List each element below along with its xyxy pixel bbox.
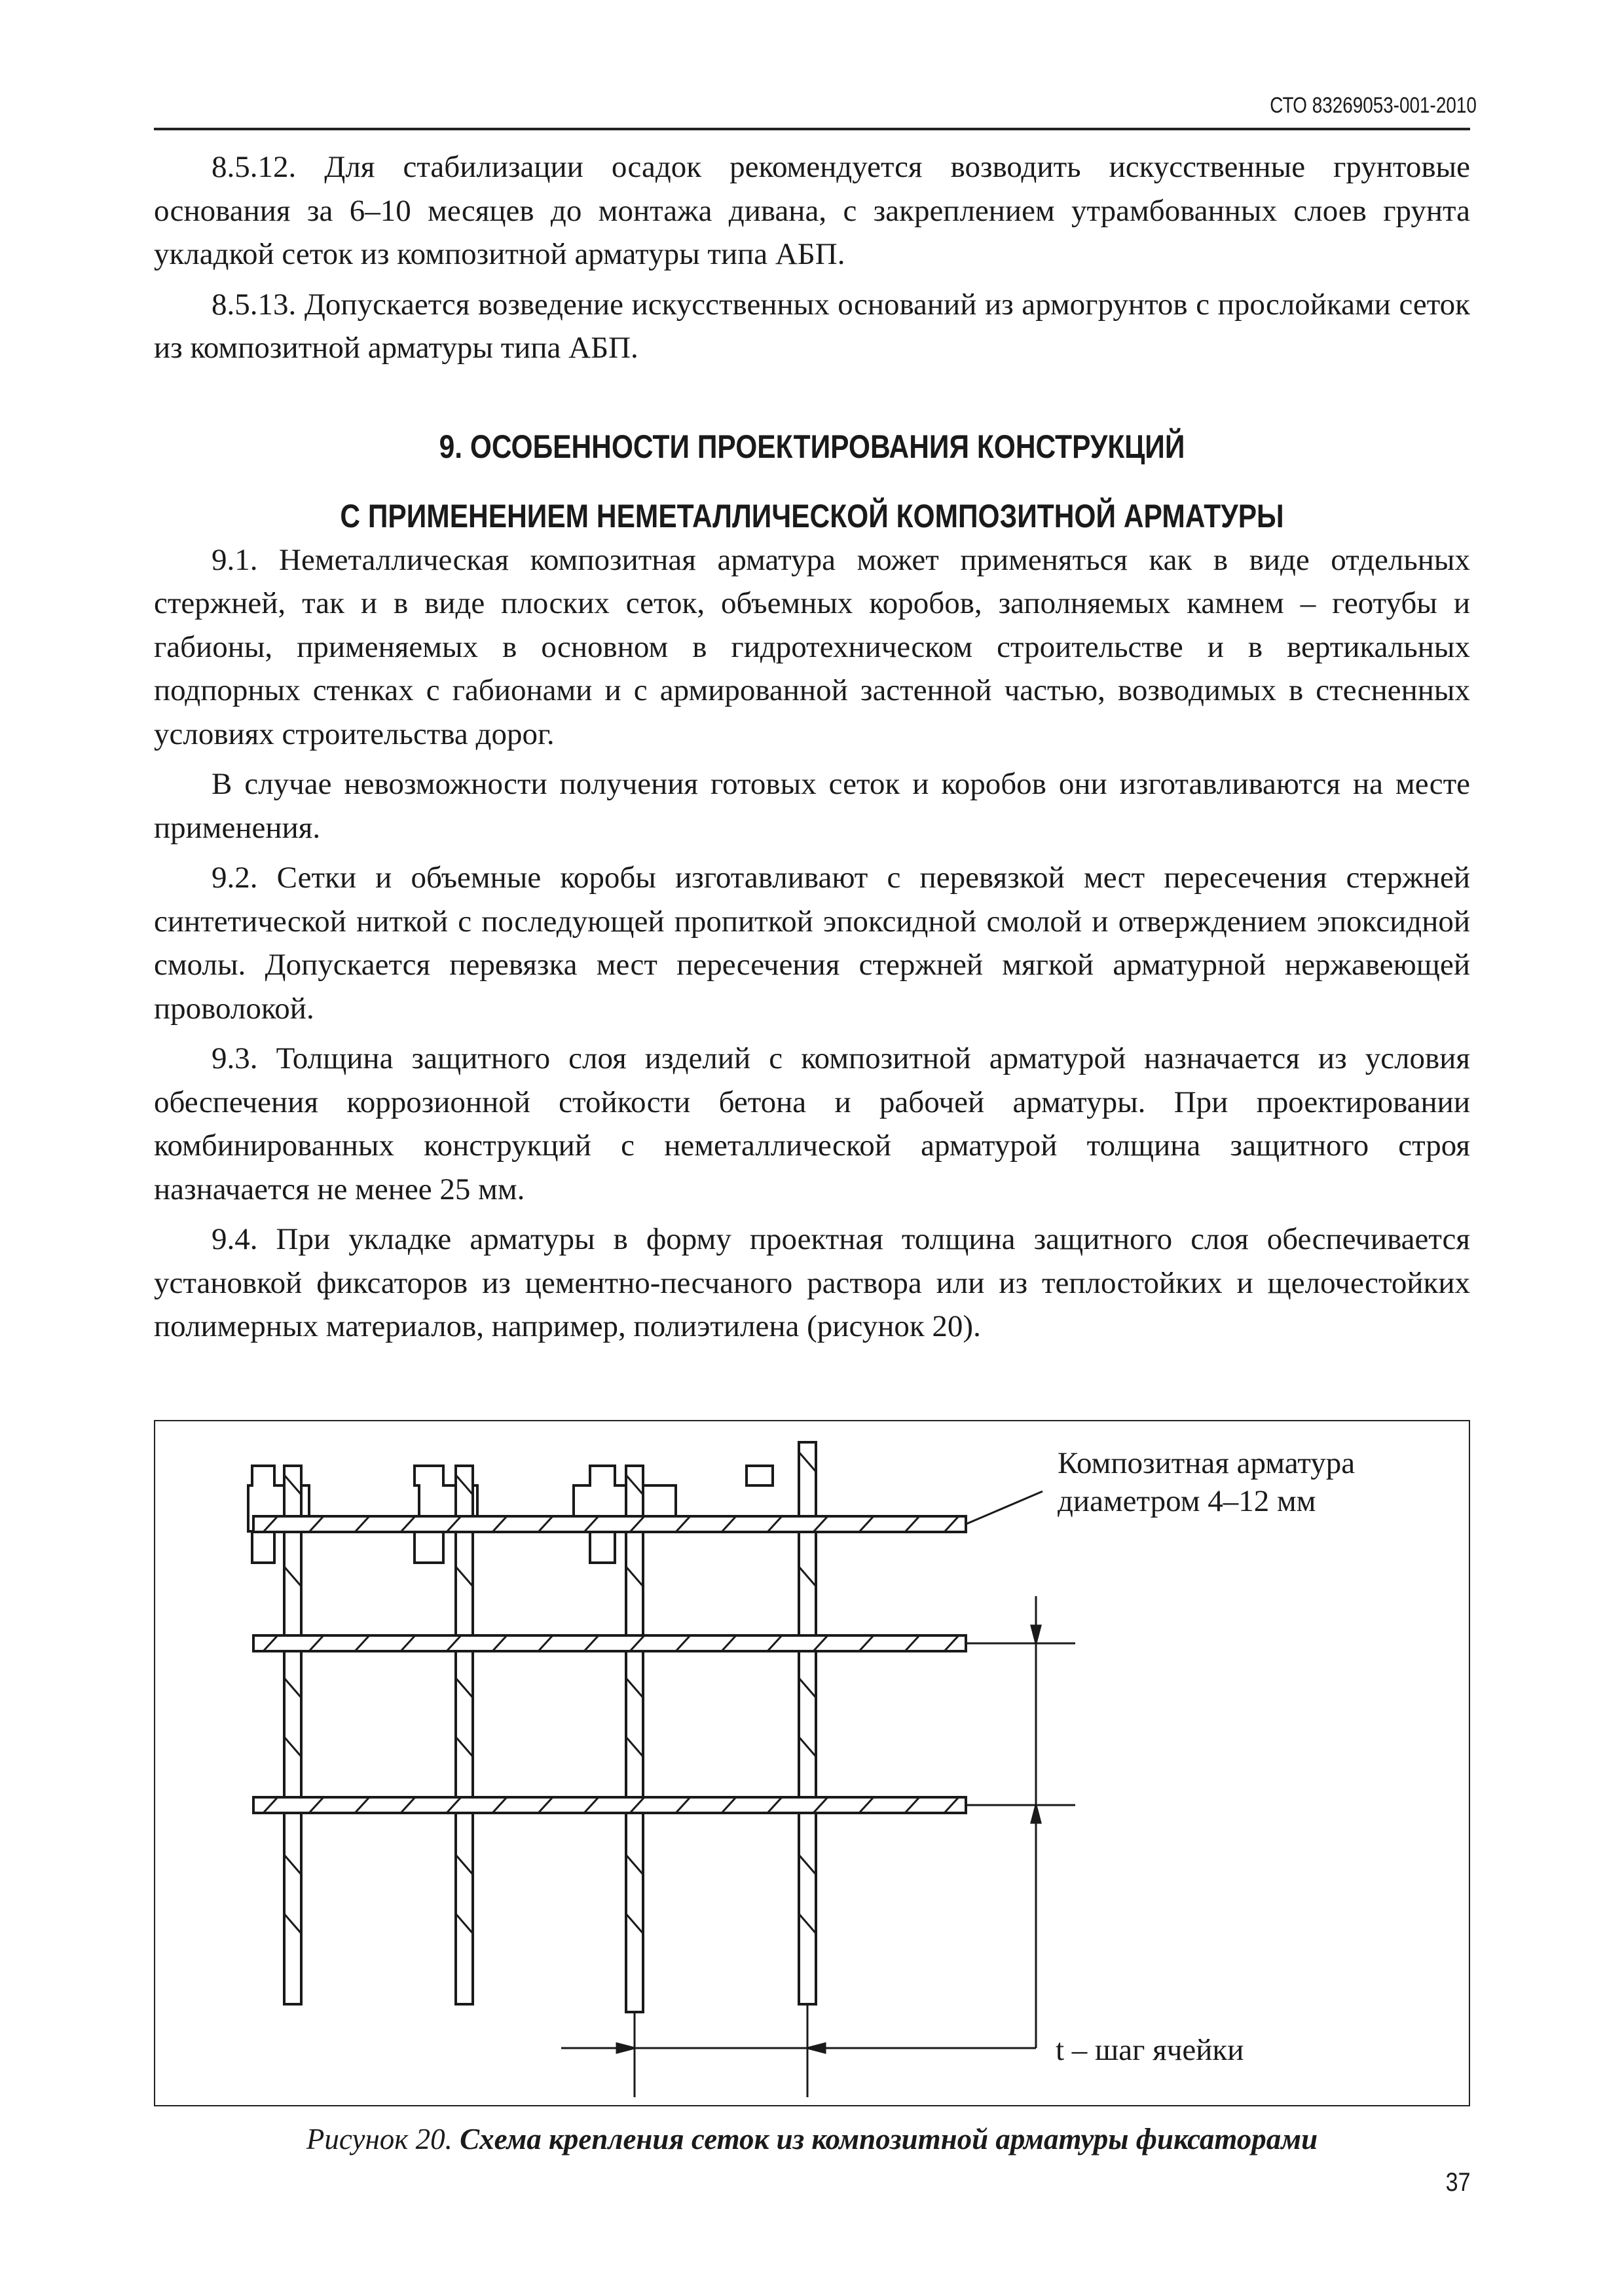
paragraph-9-1-continued: В случае невозможности получения готовых сеток и коробов они изготавливаются на месте применения. (154, 767, 1470, 845)
caption-prefix: Рисунок 20. (306, 2123, 452, 2155)
section-title-line-2: С ПРИМЕНЕНИЕМ НЕМЕТАЛЛИЧЕСКОЙ КОМПОЗИТНОЙ АРМАТУРЫ (340, 498, 1284, 534)
fixator (747, 1466, 773, 1485)
step-label: t – шаг ячейки (1056, 2033, 1244, 2067)
rebar-label-line-1: Композитная арматура (1058, 1446, 1356, 1480)
paragraph-9-3: 9.3. Толщина защитного слоя изделий с композитной арматурой назначается из условия обеспечения коррозионной стойкости бетона и рабочей арматуры. При проектировании комбинированных конструкций с неметаллической арматурой толщина защитного строя назначается не менее 25 мм. (154, 1041, 1470, 1206)
section-title-line-1: 9. ОСОБЕННОСТИ ПРОЕКТИРОВАНИЯ КОНСТРУКЦИЙ (439, 428, 1185, 465)
figure-caption (0, 2122, 1624, 2156)
fixators (248, 1466, 773, 1563)
rebar-leader-line (966, 1491, 1043, 1524)
vertical-dimension (966, 1596, 1075, 2048)
mesh-diagram (155, 1421, 1469, 2105)
paragraph-8-5-13: 8.5.13. Допускается возведение искусственных оснований из армогрунтов с прослойками сеток из композитной арматуры типа АБП. (154, 287, 1470, 365)
horizontal-rod (253, 1516, 966, 1532)
paragraph-9-4: 9.4. При укладке арматуры в форму проектная толщина защитного слоя обеспечивается установкой фиксаторов из цементно-песчаного раствора или из теплостойких и щелочестойких полимерных материалов, например, полиэтилена (рисунок 20). (154, 1222, 1470, 1343)
paragraph-9-2: 9.2. Сетки и объемные коробы изготавливают с перевязкой мест пересечения стержней синтетической ниткой с последующей пропиткой эпоксидной смолой и отверждением эпоксидной смолы. Допускается перевязка мест пересечения стержней мягкой арматурной нержавеющей проволокой. (154, 861, 1470, 1026)
horizontal-rod (253, 1797, 966, 1813)
rebar-label-line-2: диаметром 4–12 мм (1058, 1484, 1316, 1518)
horizontal-dimension (561, 2004, 1036, 2097)
paragraph-9-1: 9.1. Неметаллическая композитная арматура может применяться как в виде отдельных стержней, так и в виде плоских сеток, объемных коробов, заполняемых камнем – геотубы и габионы, применяемых в основном в гидротехническом строительстве и в вертикальных подпорных стенках с габионами и с армированной застенной частью, возводимых в стесненных условиях строительства дорог. (154, 542, 1470, 751)
body-text (154, 145, 1470, 1349)
caption-title: Схема крепления сеток из композитной арматуры фиксаторами (460, 2123, 1318, 2155)
document-code: СТО 83269053-001-2010 (1270, 93, 1477, 118)
horizontal-rod (253, 1635, 966, 1651)
figure-frame (154, 1420, 1470, 2106)
page-number: 37 (1445, 2168, 1470, 2197)
header-rule (154, 128, 1470, 130)
paragraph-8-5-12: 8.5.12. Для стабилизации осадок рекомендуется возводить искусственные грунтовые основания за 6–10 месяцев до монтажа дивана, с закреплением утрамбованных слоев грунта укладкой сеток из композитной арматуры типа АБП. (154, 150, 1470, 271)
